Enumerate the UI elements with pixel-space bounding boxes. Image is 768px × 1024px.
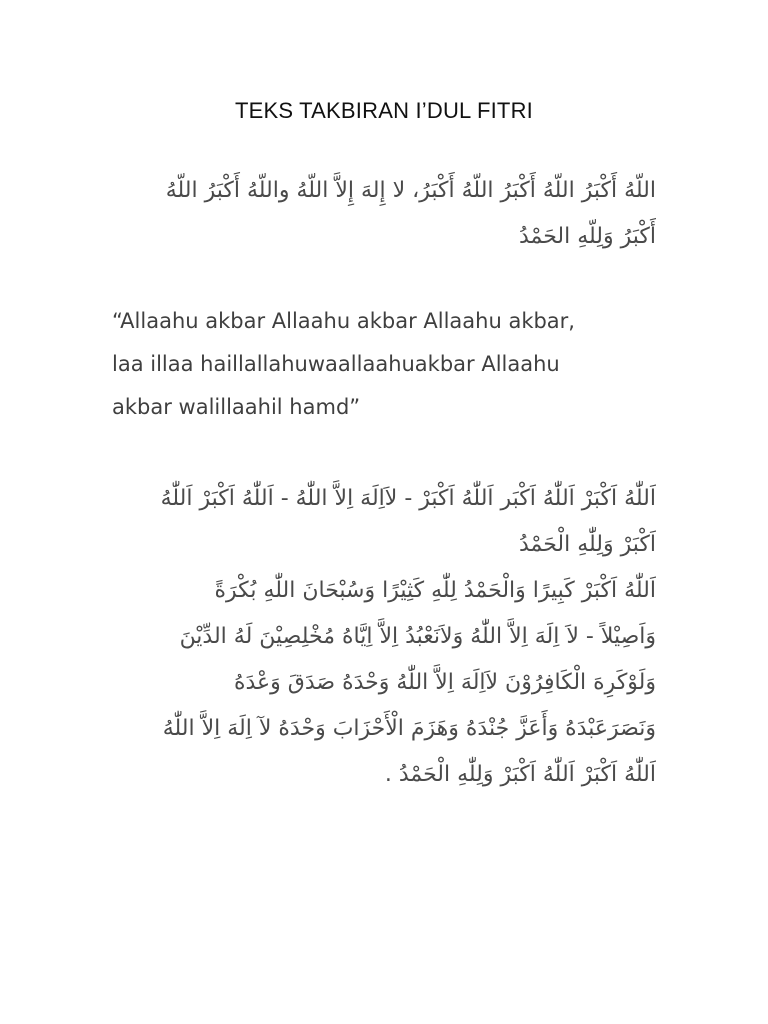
transliteration-block	[112, 300, 672, 429]
arabic-line: اَللّٰهُ اَكْبَرْ اَللّٰهُ اَكْبَر اَللّٰهُ اَكْبَرْ - لاَاِلَهَ اِلاَّ اللّٰهُ - اَللّٰهُ اَكْبَرْ اَللّٰهُ	[160, 486, 656, 511]
arabic-line: وَاَصِيْلاً - لاَ اِلَهَ اِلاَّ اللّٰهُ وَلاَنَعْبُدُ اِلاَّ اِيَّاهُ مُخْلِصِيْنَ لَهُ الدِّيْنَ	[179, 624, 656, 649]
page-title: TEKS TAKBIRAN I’DUL FITRI	[235, 98, 533, 123]
transliteration-line: “Allaahu akbar Allaahu akbar Allaahu akbar,	[112, 309, 575, 333]
arabic-line: اللّهُ أَكْبَرُ اللّهُ أَكْبَرُ اللّهُ أَكْبَرُ، لا إِلهَ إِلاَّ اللّهُ واللّهُ أَكْبَرُ اللّهُ	[165, 178, 656, 203]
arabic-line: وَنَصَرَعَبْدَهُ وَأَعَزَّ جُنْدَهُ وَهَزَمَ الْأَحْزَابَ وَحْدَهُ لآ اِلَهَ اِلاَّ اللّٰهُ	[162, 716, 656, 741]
arabic-takbir-block-1	[108, 168, 656, 260]
arabic-line: وَلَوْكَرِهَ الْكَافِرُوْنَ لاَاِلَهَ اِلاَّ اللّٰهُ وَحْدَهُ صَدَقَ وَعْدَهُ	[233, 670, 656, 695]
transliteration-line: akbar walillaahil hamd”	[112, 395, 361, 419]
arabic-line: اَكْبَرْ وَلِلّٰهِ الْحَمْدُ	[518, 532, 656, 557]
arabic-takbir-block-2	[108, 476, 656, 798]
transliteration-line: laa illaa haillallahuwaallaahuakbar Allaahu	[112, 352, 560, 376]
arabic-line: اَللّٰهُ اَكْبَرْ كَبِيرًا وَالْحَمْدُ لِلّٰهِ كَثِيْرًا وَسُبْحَانَ اللّٰهِ بُكْرَةً	[214, 578, 656, 603]
arabic-line: أَكْبَرُ وَلِلّهِ الحَمْدُ	[518, 224, 656, 249]
arabic-line: اَللّٰهُ اَكْبَرْ اَللّٰهُ اَكْبَرْ وَلِلّٰهِ الْحَمْدُ .	[384, 762, 656, 787]
